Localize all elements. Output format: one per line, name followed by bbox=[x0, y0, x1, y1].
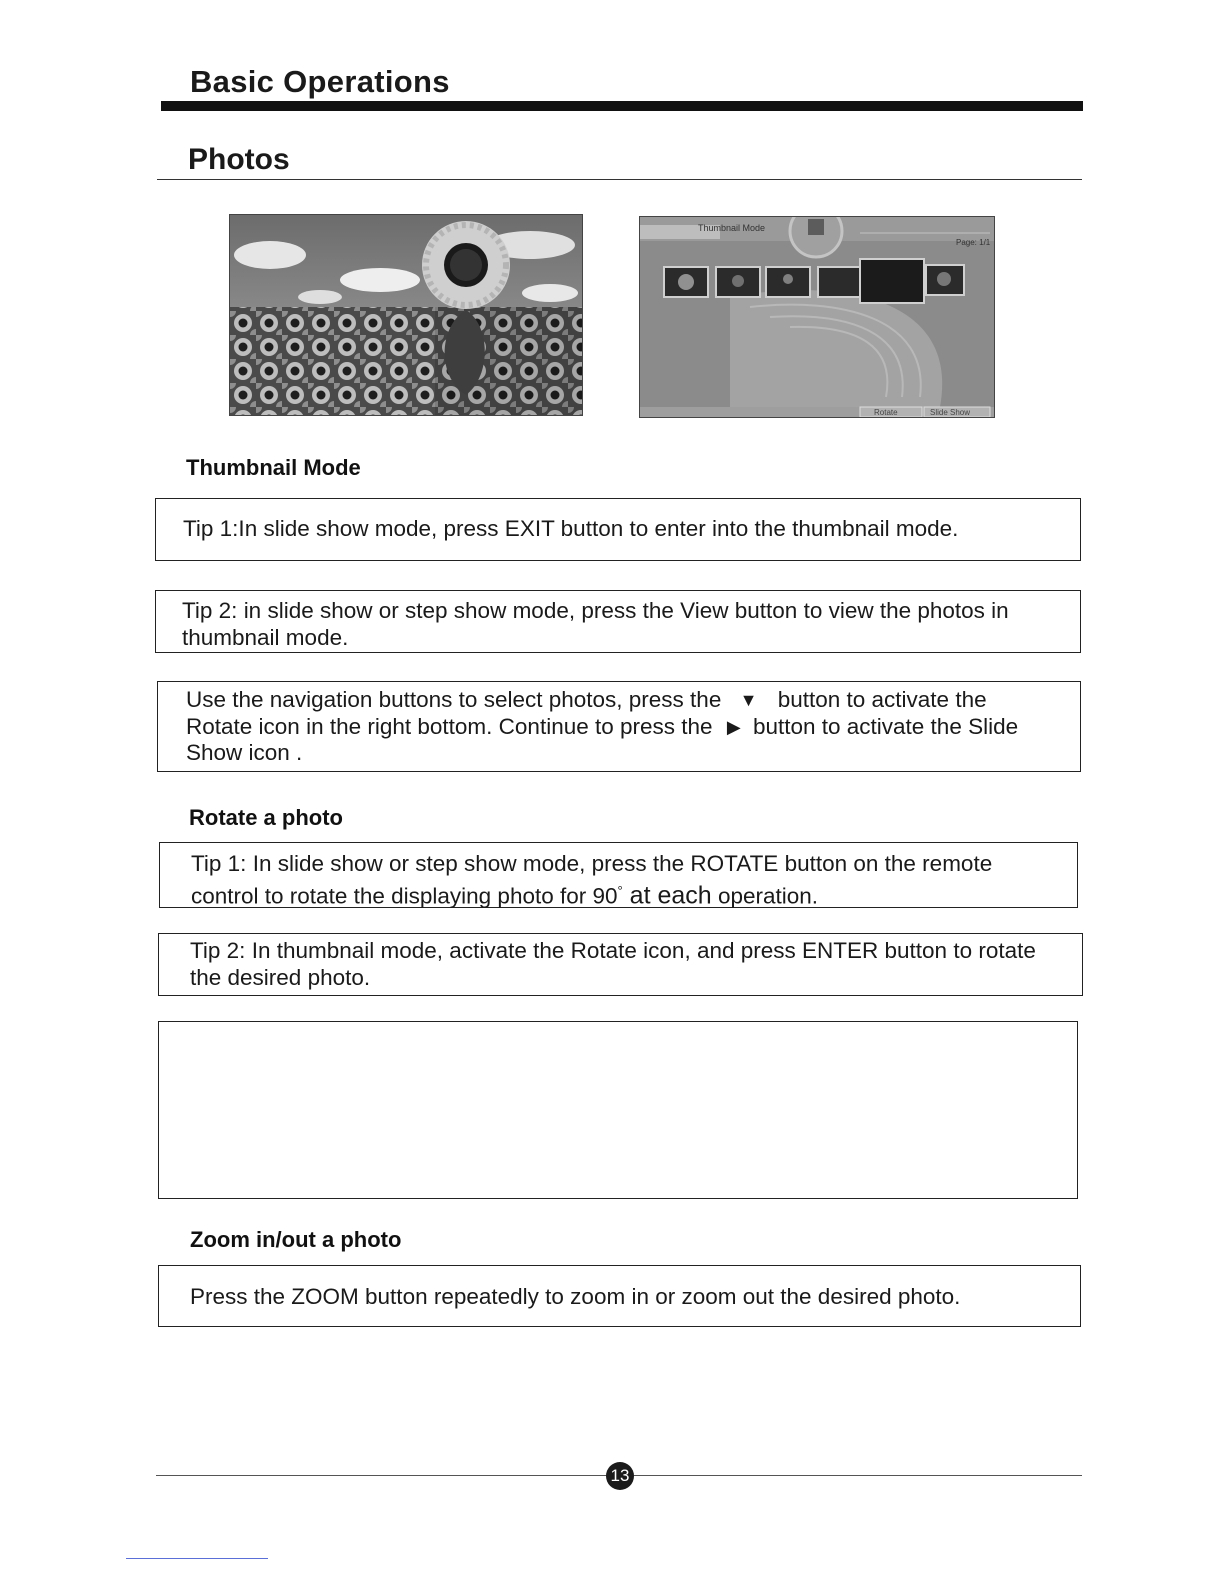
navigation-line-1a: Use the navigation buttons to select photos, press the bbox=[186, 687, 722, 712]
down-arrow-icon: ▼ bbox=[739, 690, 758, 710]
screen-page: Page: 1/1 bbox=[956, 238, 991, 247]
thumbnail-tip1-text: Tip 1:In slide show mode, press EXIT button to enter into the thumbnail mode. bbox=[183, 516, 959, 541]
navigation-line-2b: button to activate the Slide bbox=[752, 713, 1019, 739]
rotate-tip1-line2a: control to rotate the displaying photo for 90 bbox=[191, 883, 618, 908]
rotate-tip1-box bbox=[159, 842, 1078, 908]
thumbnail-tip2-line2: thumbnail mode. bbox=[182, 624, 349, 650]
navigation-line-2a: Rotate icon in the right bottom. Continue to press the bbox=[186, 713, 713, 739]
rotate-tip1-line2c: operation. bbox=[711, 883, 819, 908]
rotate-tip1-line2 bbox=[191, 878, 1077, 910]
navigation-line-2 bbox=[186, 714, 1080, 741]
screen-rotate: Rotate bbox=[874, 408, 898, 417]
right-arrow-icon: ▶ bbox=[726, 716, 741, 737]
thumbnail-tip2-box bbox=[155, 590, 1081, 653]
rotate-tip2-line2: the desired photo. bbox=[190, 964, 371, 990]
rotate-tip1-line1: Tip 1: In slide show or step show mode, press the ROTATE button on the remote bbox=[191, 851, 993, 876]
navigation-line-3: Show icon . bbox=[186, 740, 303, 765]
zoom-text: Press the ZOOM button repeatedly to zoom in or zoom out the desired photo. bbox=[190, 1284, 961, 1309]
link-underline bbox=[126, 1558, 268, 1559]
screen-slide-show: Slide Show bbox=[930, 408, 971, 417]
navigation-box bbox=[157, 681, 1081, 772]
rotate-tip2-line1: Tip 2: In thumbnail mode, activate the Rotate icon, and press ENTER button to rotate bbox=[190, 938, 1036, 963]
rotate-tip2-box bbox=[158, 933, 1083, 996]
section-title: Basic Operations bbox=[190, 64, 450, 99]
rotate-heading: Rotate a photo bbox=[189, 805, 343, 830]
empty-box bbox=[158, 1021, 1078, 1199]
screen-title: Thumbnail Mode bbox=[698, 223, 766, 233]
degree-symbol: ° bbox=[617, 882, 623, 898]
sunflower-photo bbox=[229, 214, 583, 416]
thumbnail-tip2-line1: Tip 2: in slide show or step show mode, press the View button to view the photos in bbox=[182, 598, 1009, 623]
page-number: 13 bbox=[606, 1462, 634, 1490]
thumbnail-mode-screenshot bbox=[639, 216, 995, 418]
sub-title: Photos bbox=[188, 143, 290, 176]
thumbnail-tip1-box bbox=[155, 498, 1081, 561]
zoom-heading: Zoom in/out a photo bbox=[190, 1227, 402, 1252]
sub-title-rule bbox=[157, 179, 1082, 180]
navigation-line-1b: button to activate the bbox=[777, 687, 987, 712]
zoom-box bbox=[158, 1265, 1081, 1327]
thumbnail-mode-heading: Thumbnail Mode bbox=[186, 455, 361, 480]
rotate-tip1-line2b: at each bbox=[622, 881, 712, 909]
navigation-line-1 bbox=[186, 687, 1080, 714]
header-rule bbox=[161, 101, 1083, 111]
